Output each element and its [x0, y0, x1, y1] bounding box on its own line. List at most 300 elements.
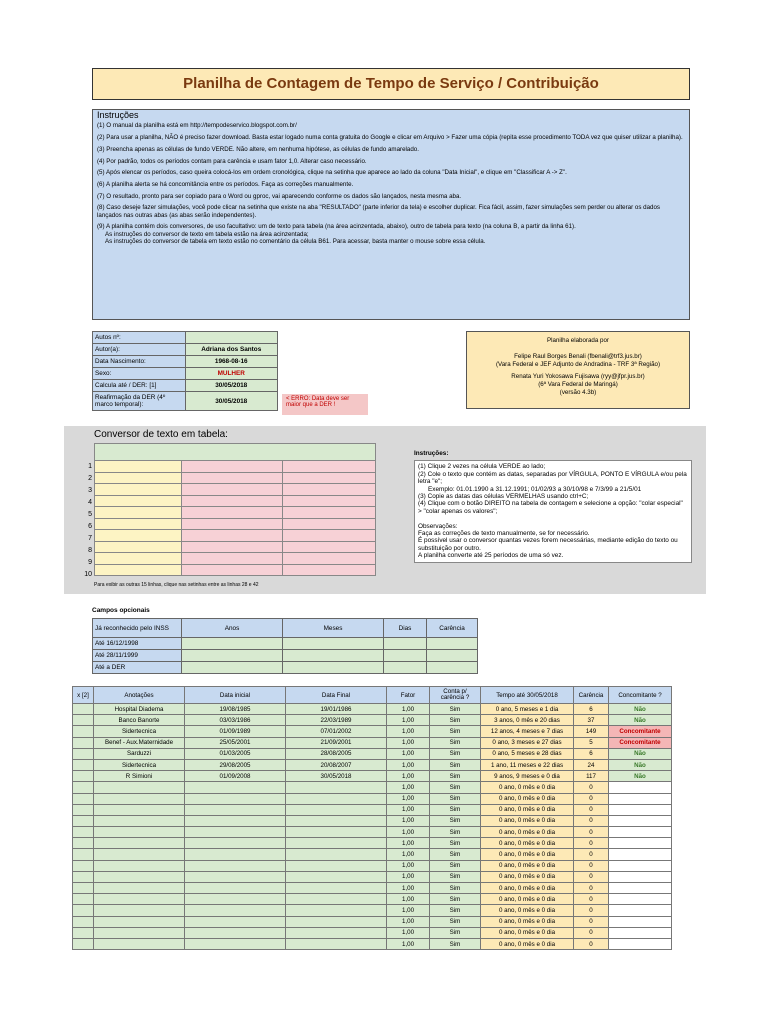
- author-line: (Vara Federal e JEF Adjunto de Andradina - TRF 3ª Região): [495, 361, 661, 368]
- author-line: (versão 4.3b): [559, 389, 597, 396]
- period-time-cell: 0 ano, 5 meses e 1 dia: [481, 704, 574, 715]
- period-time-cell: 12 anos, 4 meses e 7 dias: [481, 726, 574, 737]
- opt-row-label: Até 28/11/1999: [93, 650, 182, 662]
- converter-row-numbers: 1 2 3 4 5 6 7 8 9 10: [84, 463, 92, 578]
- period-factor-cell[interactable]: 1,00: [387, 782, 430, 793]
- period-concomitant-cell: Não: [609, 759, 672, 770]
- period-time-cell: 0 ano, 0 mês e 0 dia: [481, 894, 574, 905]
- period-concomitant-cell: [609, 838, 672, 849]
- period-carencia-cell: 0: [574, 860, 609, 871]
- converter-example: Exemplo: 01.01.1990 a 31.12.1991; 01/02/93 a 30/10/98 e 7/3/99 a 21/5/01: [428, 485, 642, 493]
- period-note-cell[interactable]: [94, 927, 185, 938]
- period-concomitant-cell: Não: [609, 704, 672, 715]
- period-row-empty: [73, 894, 672, 905]
- period-end-cell[interactable]: [286, 871, 387, 882]
- period-counts-cell[interactable]: Sim: [430, 771, 481, 782]
- instruction-item: (1) O manual da planilha está em http://tempodeservico.blogspot.com.br/: [97, 122, 297, 130]
- period-time-cell: 0 ano, 0 mês e 0 dia: [481, 782, 574, 793]
- converter-date-cell[interactable]: [283, 530, 376, 542]
- opt-cell[interactable]: [182, 650, 283, 662]
- period-row-empty: [73, 927, 672, 938]
- period-factor-cell[interactable]: 1,00: [387, 737, 430, 748]
- period-mark-cell[interactable]: [73, 838, 94, 849]
- converter-date-cell[interactable]: [182, 541, 283, 553]
- birth-date-cell[interactable]: 1968-08-16: [186, 356, 278, 368]
- period-counts-cell[interactable]: Sim: [430, 849, 481, 860]
- period-end-cell[interactable]: 07/01/2002: [286, 726, 387, 737]
- periods-header: Conta p/ carência ?: [430, 687, 481, 704]
- period-note-cell[interactable]: [94, 793, 185, 804]
- period-end-cell[interactable]: [286, 894, 387, 905]
- period-start-cell[interactable]: [185, 871, 286, 882]
- period-row-empty: [73, 871, 672, 882]
- period-note-cell[interactable]: [94, 916, 185, 927]
- opt-cell[interactable]: [182, 662, 283, 674]
- opt-cell[interactable]: [427, 662, 478, 674]
- period-end-cell[interactable]: [286, 804, 387, 815]
- period-note-cell[interactable]: [94, 849, 185, 860]
- period-start-cell[interactable]: 19/08/1985: [185, 704, 286, 715]
- period-counts-cell[interactable]: Sim: [430, 927, 481, 938]
- period-time-cell: 0 ano, 0 mês e 0 dia: [481, 927, 574, 938]
- period-mark-cell[interactable]: [73, 782, 94, 793]
- period-mark-cell[interactable]: [73, 927, 94, 938]
- period-time-cell: 0 ano, 0 mês e 0 dia: [481, 871, 574, 882]
- period-counts-cell[interactable]: Sim: [430, 827, 481, 838]
- period-factor-cell[interactable]: 1,00: [387, 804, 430, 815]
- instruction-subitem: As instruções do conversor de texto em tabela estão na área acinzentada;: [105, 230, 309, 238]
- period-counts-cell[interactable]: Sim: [430, 894, 481, 905]
- period-factor-cell[interactable]: 1,00: [387, 927, 430, 938]
- period-factor-cell[interactable]: 1,00: [387, 849, 430, 860]
- instructions-heading: Instruções: [97, 110, 139, 120]
- opt-header: Meses: [283, 619, 384, 638]
- opt-cell[interactable]: [384, 662, 427, 674]
- converter-row: [95, 541, 376, 553]
- period-factor-cell[interactable]: 1,00: [387, 905, 430, 916]
- period-row: [73, 726, 672, 737]
- period-carencia-cell: 0: [574, 938, 609, 949]
- der-date-cell[interactable]: 30/05/2018: [186, 380, 278, 392]
- instruction-item: (7) O resultado, pronto para ser copiado para o Word ou gproc, vai aparecendo conforme os dados são lançados, nesta mesma aba.: [97, 192, 462, 200]
- opt-row-label: Até 16/12/1998: [93, 638, 182, 650]
- period-end-cell[interactable]: [286, 793, 387, 804]
- period-counts-cell[interactable]: Sim: [430, 905, 481, 916]
- period-row-empty: [73, 804, 672, 815]
- converter-date-cell[interactable]: [182, 461, 283, 473]
- period-counts-cell[interactable]: Sim: [430, 860, 481, 871]
- sex-cell[interactable]: MULHER: [186, 368, 278, 380]
- converter-date-cell[interactable]: [283, 507, 376, 519]
- opt-cell[interactable]: [283, 638, 384, 650]
- case-label: Sexo:: [93, 368, 186, 380]
- converter-date-cell[interactable]: [283, 518, 376, 530]
- period-factor-cell[interactable]: 1,00: [387, 883, 430, 894]
- period-mark-cell[interactable]: [73, 771, 94, 782]
- opt-cell[interactable]: [427, 638, 478, 650]
- converter-source-cell[interactable]: [95, 553, 182, 565]
- opt-cell[interactable]: [384, 638, 427, 650]
- optional-fields-title: Campos opcionais: [92, 607, 150, 614]
- period-mark-cell[interactable]: [73, 905, 94, 916]
- period-time-cell: 0 ano, 0 mês e 0 dia: [481, 916, 574, 927]
- author-line: (6ª Vara Federal de Maringá): [538, 381, 618, 388]
- period-end-cell[interactable]: [286, 838, 387, 849]
- period-end-cell[interactable]: 28/08/2005: [286, 748, 387, 759]
- period-start-cell[interactable]: 01/09/2008: [185, 771, 286, 782]
- period-start-cell[interactable]: [185, 894, 286, 905]
- instruction-item: (5) Após elencar os períodos, caso queira colocá-los em ordem cronológica, clique na setinha que aparece ao lado da coluna "Data Inicial", e clique em "Classificar A -> Z".: [97, 169, 567, 177]
- period-factor-cell[interactable]: 1,00: [387, 815, 430, 826]
- period-start-cell[interactable]: [185, 827, 286, 838]
- converter-source-cell[interactable]: [95, 518, 182, 530]
- period-factor-cell[interactable]: 1,00: [387, 771, 430, 782]
- period-counts-cell[interactable]: Sim: [430, 748, 481, 759]
- period-counts-cell[interactable]: Sim: [430, 815, 481, 826]
- observations-heading: Observações:: [418, 522, 458, 530]
- period-mark-cell[interactable]: [73, 815, 94, 826]
- period-end-cell[interactable]: [286, 905, 387, 916]
- converter-date-cell[interactable]: [283, 553, 376, 565]
- period-time-cell: 0 ano, 0 mês e 0 dia: [481, 793, 574, 804]
- case-label: Autos nº:: [93, 332, 186, 344]
- period-row-empty: [73, 782, 672, 793]
- period-carencia-cell: 0: [574, 894, 609, 905]
- period-counts-cell[interactable]: Sim: [430, 704, 481, 715]
- opt-cell[interactable]: [427, 650, 478, 662]
- period-row: [73, 759, 672, 770]
- period-counts-cell[interactable]: Sim: [430, 916, 481, 927]
- period-end-cell[interactable]: 22/03/1989: [286, 715, 387, 726]
- period-mark-cell[interactable]: [73, 759, 94, 770]
- converter-grid: [94, 443, 376, 576]
- periods-header: Concomitante ?: [609, 687, 672, 704]
- period-factor-cell[interactable]: 1,00: [387, 838, 430, 849]
- period-mark-cell[interactable]: [73, 883, 94, 894]
- opt-cell[interactable]: [283, 662, 384, 674]
- period-mark-cell[interactable]: [73, 715, 94, 726]
- period-start-cell[interactable]: [185, 916, 286, 927]
- converter-row: [95, 530, 376, 542]
- periods-header: x [2]: [73, 687, 94, 704]
- period-mark-cell[interactable]: [73, 748, 94, 759]
- period-start-cell[interactable]: [185, 849, 286, 860]
- period-concomitant-cell: [609, 860, 672, 871]
- author-line: Felipe Raul Borges Benali (fbenali@trf3.jus.br): [514, 353, 642, 360]
- period-time-cell: 0 ano, 3 meses e 27 dias: [481, 737, 574, 748]
- author-line: Renata Yuri Yokosawa Fujisawa (ryy@jfpr.jus.br): [511, 373, 645, 380]
- period-mark-cell[interactable]: [73, 827, 94, 838]
- period-end-cell[interactable]: [286, 860, 387, 871]
- opt-row-label: Até a DER: [93, 662, 182, 674]
- author-name-cell[interactable]: Adriana dos Santos: [186, 344, 278, 356]
- period-note-cell[interactable]: [94, 804, 185, 815]
- period-carencia-cell: 5: [574, 737, 609, 748]
- converter-date-cell[interactable]: [182, 564, 283, 576]
- converter-date-cell[interactable]: [182, 472, 283, 484]
- converter-row: [95, 507, 376, 519]
- instruction-item: (6) A planilha alerta se há concomitância entre os períodos. Faça as correções manualmente.: [97, 180, 354, 188]
- period-mark-cell[interactable]: [73, 916, 94, 927]
- period-factor-cell[interactable]: 1,00: [387, 748, 430, 759]
- period-concomitant-cell: [609, 927, 672, 938]
- period-factor-cell[interactable]: 1,00: [387, 860, 430, 871]
- instruction-item: (2) Para usar a planilha, NÃO é preciso fazer download. Basta estar logado numa conta gratuita do Google e clicar em Arquivo > Fazer uma cópia (repita esse procedimento TODA vez que quiser utilizar a planilha).: [97, 134, 683, 142]
- period-mark-cell[interactable]: [73, 704, 94, 715]
- converter-source-cell[interactable]: [95, 530, 182, 542]
- converter-date-cell[interactable]: [182, 507, 283, 519]
- period-concomitant-cell: [609, 883, 672, 894]
- period-concomitant-cell: [609, 804, 672, 815]
- period-concomitant-cell: Concomitante: [609, 726, 672, 737]
- converter-source-cell[interactable]: [95, 541, 182, 553]
- case-number-cell[interactable]: [186, 332, 278, 344]
- period-start-cell[interactable]: 29/08/2005: [185, 759, 286, 770]
- opt-cell[interactable]: [384, 650, 427, 662]
- period-carencia-cell: 24: [574, 759, 609, 770]
- period-note-cell[interactable]: [94, 782, 185, 793]
- period-row-empty: [73, 938, 672, 949]
- period-note-cell[interactable]: [94, 883, 185, 894]
- period-start-cell[interactable]: [185, 815, 286, 826]
- period-row-empty: [73, 793, 672, 804]
- converter-date-cell[interactable]: [283, 495, 376, 507]
- period-start-cell[interactable]: 03/03/1986: [185, 715, 286, 726]
- period-concomitant-cell: [609, 938, 672, 949]
- opt-header: Anos: [182, 619, 283, 638]
- opt-cell[interactable]: [283, 650, 384, 662]
- period-factor-cell[interactable]: 1,00: [387, 916, 430, 927]
- period-concomitant-cell: [609, 793, 672, 804]
- periods-header: Data inicial: [185, 687, 286, 704]
- converter-row: [95, 495, 376, 507]
- period-note-cell[interactable]: Benef - Aux.Maternidade: [94, 737, 185, 748]
- period-mark-cell[interactable]: [73, 860, 94, 871]
- period-note-cell[interactable]: Sarduzzi: [94, 748, 185, 759]
- period-time-cell: 3 anos, 0 mês e 20 dias: [481, 715, 574, 726]
- period-note-cell[interactable]: R Simioni: [94, 771, 185, 782]
- period-counts-cell[interactable]: Sim: [430, 938, 481, 949]
- converter-source-cell[interactable]: [95, 564, 182, 576]
- period-counts-cell[interactable]: Sim: [430, 782, 481, 793]
- period-end-cell[interactable]: 19/01/1986: [286, 704, 387, 715]
- period-concomitant-cell: [609, 894, 672, 905]
- observation: A planilha converte até 25 períodos de uma só vez.: [418, 552, 564, 560]
- period-note-cell[interactable]: [94, 905, 185, 916]
- period-factor-cell[interactable]: 1,00: [387, 793, 430, 804]
- period-concomitant-cell: [609, 782, 672, 793]
- period-carencia-cell: 0: [574, 905, 609, 916]
- period-concomitant-cell: [609, 916, 672, 927]
- converter-date-cell[interactable]: [182, 495, 283, 507]
- converter-date-cell[interactable]: [182, 553, 283, 565]
- period-start-cell[interactable]: [185, 883, 286, 894]
- period-end-cell[interactable]: 30/05/2018: [286, 771, 387, 782]
- period-end-cell[interactable]: [286, 916, 387, 927]
- period-counts-cell[interactable]: Sim: [430, 793, 481, 804]
- period-row: [73, 771, 672, 782]
- period-carencia-cell: 6: [574, 748, 609, 759]
- period-factor-cell[interactable]: 1,00: [387, 715, 430, 726]
- period-mark-cell[interactable]: [73, 793, 94, 804]
- period-row-empty: [73, 883, 672, 894]
- period-row-empty: [73, 815, 672, 826]
- case-label: Autor(a):: [93, 344, 186, 356]
- period-note-cell[interactable]: Hospital Diadema: [94, 704, 185, 715]
- period-time-cell: 0 ano, 0 mês e 0 dia: [481, 883, 574, 894]
- converter-instructions-box: [414, 460, 692, 562]
- period-start-cell[interactable]: [185, 905, 286, 916]
- converter-row: [95, 472, 376, 484]
- period-concomitant-cell: [609, 871, 672, 882]
- period-mark-cell[interactable]: [73, 871, 94, 882]
- period-row-empty: [73, 916, 672, 927]
- period-end-cell[interactable]: [286, 827, 387, 838]
- period-end-cell[interactable]: [286, 849, 387, 860]
- period-concomitant-cell: Não: [609, 748, 672, 759]
- period-start-cell[interactable]: [185, 938, 286, 949]
- period-factor-cell[interactable]: 1,00: [387, 704, 430, 715]
- period-concomitant-cell: [609, 815, 672, 826]
- period-factor-cell[interactable]: 1,00: [387, 726, 430, 737]
- period-time-cell: 0 ano, 0 mês e 0 dia: [481, 860, 574, 871]
- period-factor-cell[interactable]: 1,00: [387, 759, 430, 770]
- case-label: Data Nascimento:: [93, 356, 186, 368]
- period-row-empty: [73, 860, 672, 871]
- period-end-cell[interactable]: [286, 927, 387, 938]
- period-row-empty: [73, 905, 672, 916]
- converter-source-cell[interactable]: [95, 484, 182, 496]
- period-counts-cell[interactable]: Sim: [430, 838, 481, 849]
- period-time-cell: 9 anos, 9 meses e 0 dia: [481, 771, 574, 782]
- period-end-cell[interactable]: [286, 883, 387, 894]
- periods-header: Fator: [387, 687, 430, 704]
- period-carencia-cell: 0: [574, 838, 609, 849]
- period-counts-cell[interactable]: Sim: [430, 804, 481, 815]
- period-concomitant-cell: Concomitante: [609, 737, 672, 748]
- period-counts-cell[interactable]: Sim: [430, 726, 481, 737]
- text-to-table-converter: [64, 426, 706, 594]
- period-end-cell[interactable]: [286, 815, 387, 826]
- period-mark-cell[interactable]: [73, 804, 94, 815]
- period-start-cell[interactable]: [185, 804, 286, 815]
- opt-header: Dias: [384, 619, 427, 638]
- periods-header: Anotações: [94, 687, 185, 704]
- period-end-cell[interactable]: [286, 782, 387, 793]
- period-concomitant-cell: [609, 905, 672, 916]
- converter-date-cell[interactable]: [283, 564, 376, 576]
- period-start-cell[interactable]: 01/03/2005: [185, 748, 286, 759]
- instruction-item: (9) A planilha contém dois conversores, de uso facultativo: um de texto para tabela (na área acinzentada, abaixo), outro de tabela para texto (na coluna B, a partir da linha 61).: [97, 223, 576, 231]
- period-mark-cell[interactable]: [73, 726, 94, 737]
- converter-source-cell[interactable]: [95, 507, 182, 519]
- period-note-cell[interactable]: [94, 815, 185, 826]
- period-end-cell[interactable]: 20/08/2007: [286, 759, 387, 770]
- period-row-empty: [73, 827, 672, 838]
- period-carencia-cell: 0: [574, 871, 609, 882]
- period-note-cell[interactable]: Banco Banorte: [94, 715, 185, 726]
- period-time-cell: 0 ano, 0 mês e 0 dia: [481, 849, 574, 860]
- periods-header: Carência: [574, 687, 609, 704]
- period-start-cell[interactable]: 25/05/2001: [185, 737, 286, 748]
- case-label: Calcula até / DER: [1]: [93, 380, 186, 392]
- period-mark-cell[interactable]: [73, 938, 94, 949]
- period-note-cell[interactable]: [94, 938, 185, 949]
- converter-source-cell[interactable]: [95, 461, 182, 473]
- converter-date-cell[interactable]: [283, 472, 376, 484]
- converter-date-cell[interactable]: [283, 484, 376, 496]
- period-carencia-cell: 117: [574, 771, 609, 782]
- case-label: Reafirmação da DER (4º marco temporal):: [93, 392, 186, 411]
- period-counts-cell[interactable]: Sim: [430, 737, 481, 748]
- period-mark-cell[interactable]: [73, 737, 94, 748]
- instruction-item: (4) Por padrão, todos os períodos contam para carência e usam fator 1,0. Alterar caso necessário.: [97, 157, 367, 165]
- converter-date-cell[interactable]: [182, 518, 283, 530]
- converter-step: (4) Clique com o botão DIREITO na tabela de contagem e selecione a opção: "colar especial" > "colar apenas os valores";: [418, 500, 683, 515]
- observation: É possível usar o conversor quantas vezes forem necessárias, mediante edição do texto ou substituição por outro.: [418, 537, 678, 552]
- period-end-cell[interactable]: [286, 938, 387, 949]
- converter-date-cell[interactable]: [283, 541, 376, 553]
- converter-instructions: [414, 450, 692, 563]
- period-note-cell[interactable]: [94, 871, 185, 882]
- converter-date-cell[interactable]: [182, 484, 283, 496]
- period-concomitant-cell: [609, 849, 672, 860]
- period-time-cell: 0 ano, 0 mês e 0 dia: [481, 827, 574, 838]
- converter-source-cell[interactable]: [95, 472, 182, 484]
- period-mark-cell[interactable]: [73, 849, 94, 860]
- converter-text-input[interactable]: [95, 444, 376, 461]
- period-start-cell[interactable]: [185, 860, 286, 871]
- period-counts-cell[interactable]: Sim: [430, 883, 481, 894]
- converter-row: [95, 564, 376, 576]
- converter-step: (2) Cole o texto que contém as datas, separadas por VÍRGULA, PONTO E VÍRGULA e/ou pela letra "e";: [418, 470, 687, 486]
- period-note-cell[interactable]: Sidertecnica: [94, 759, 185, 770]
- instruction-subitem: As instruções do conversor de tabela em texto estão no comentário da célula B61. Para acessar, basta manter o mouse sobre essa célula.: [105, 238, 486, 246]
- period-start-cell[interactable]: [185, 793, 286, 804]
- converter-date-cell[interactable]: [283, 461, 376, 473]
- period-note-cell[interactable]: Sidertecnica: [94, 726, 185, 737]
- period-carencia-cell: 0: [574, 793, 609, 804]
- period-carencia-cell: 0: [574, 782, 609, 793]
- converter-date-cell[interactable]: [182, 530, 283, 542]
- period-row: [73, 715, 672, 726]
- period-carencia-cell: 0: [574, 804, 609, 815]
- period-start-cell[interactable]: 01/09/1989: [185, 726, 286, 737]
- period-start-cell[interactable]: [185, 927, 286, 938]
- period-counts-cell[interactable]: Sim: [430, 871, 481, 882]
- period-mark-cell[interactable]: [73, 894, 94, 905]
- page-title: Planilha de Contagem de Tempo de Serviço / Contribuição: [92, 68, 690, 100]
- period-note-cell[interactable]: [94, 894, 185, 905]
- period-factor-cell[interactable]: 1,00: [387, 871, 430, 882]
- period-factor-cell[interactable]: 1,00: [387, 938, 430, 949]
- converter-source-cell[interactable]: [95, 495, 182, 507]
- der-reaffirm-cell[interactable]: 30/05/2018: [186, 392, 278, 411]
- period-end-cell[interactable]: 21/09/2001: [286, 737, 387, 748]
- period-carencia-cell: 37: [574, 715, 609, 726]
- period-note-cell[interactable]: [94, 860, 185, 871]
- period-factor-cell[interactable]: 1,00: [387, 827, 430, 838]
- period-factor-cell[interactable]: 1,00: [387, 894, 430, 905]
- period-note-cell[interactable]: [94, 838, 185, 849]
- opt-cell[interactable]: [182, 638, 283, 650]
- period-counts-cell[interactable]: Sim: [430, 715, 481, 726]
- period-start-cell[interactable]: [185, 782, 286, 793]
- period-note-cell[interactable]: [94, 827, 185, 838]
- periods-header: Data Final: [286, 687, 387, 704]
- period-start-cell[interactable]: [185, 838, 286, 849]
- period-counts-cell[interactable]: Sim: [430, 759, 481, 770]
